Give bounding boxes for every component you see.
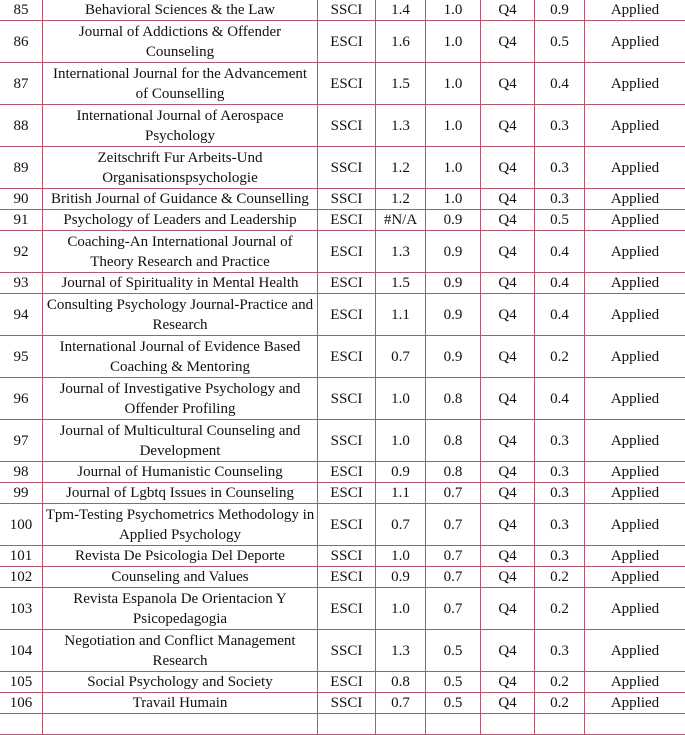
quartile-cell: Q4 — [481, 630, 535, 672]
quartile-cell: Q4 — [481, 231, 535, 273]
citation-indicator-cell: 0.4 — [535, 273, 585, 294]
row-number-cell: 96 — [0, 378, 43, 420]
row-number-cell: 90 — [0, 189, 43, 210]
table-row — [0, 0, 685, 21]
journal-title-cell: Journal of Multicultural Counseling and Development — [43, 420, 318, 462]
row-number-cell: 99 — [0, 483, 43, 504]
category-cell: Applied — [585, 0, 685, 21]
quartile-cell: Q4 — [481, 210, 535, 231]
category-cell: Applied — [585, 420, 685, 462]
impact-factor-cell: 0.9 — [426, 336, 481, 378]
citation-indicator-cell: 0.3 — [535, 462, 585, 483]
category-cell: Applied — [585, 693, 685, 714]
five-year-impact-factor-cell: #N/A — [376, 210, 426, 231]
journal-title-cell: Consulting Psychology Journal-Practice and Research — [43, 294, 318, 336]
category-cell: Applied — [585, 147, 685, 189]
table-row — [0, 21, 685, 63]
citation-indicator-cell: 0.3 — [535, 147, 585, 189]
quartile-cell: Q4 — [481, 567, 535, 588]
category-cell: Applied — [585, 546, 685, 567]
citation-indicator-cell: 0.4 — [535, 294, 585, 336]
citation-indicator-cell: 0.5 — [535, 210, 585, 231]
row-number-cell: 98 — [0, 462, 43, 483]
category-cell: Applied — [585, 273, 685, 294]
table-row — [0, 672, 685, 693]
index-cell: SSCI — [318, 378, 376, 420]
table-row — [0, 231, 685, 273]
five-year-impact-factor-cell: 1.4 — [376, 0, 426, 21]
five-year-impact-factor-cell: 1.3 — [376, 630, 426, 672]
index-cell: ESCI — [318, 294, 376, 336]
quartile-cell: Q4 — [481, 672, 535, 693]
category-cell: Applied — [585, 462, 685, 483]
category-cell: Applied — [585, 567, 685, 588]
impact-factor-cell: 1.0 — [426, 105, 481, 147]
row-number-cell: 93 — [0, 273, 43, 294]
table-row — [0, 273, 685, 294]
journal-title-cell: Coaching-An International Journal of Theory Research and Practice — [43, 231, 318, 273]
category-cell: Applied — [585, 504, 685, 546]
category-cell: Applied — [585, 210, 685, 231]
table-row — [0, 189, 685, 210]
table-row — [0, 105, 685, 147]
category-cell: Applied — [585, 294, 685, 336]
category-cell: Applied — [585, 483, 685, 504]
index-cell: SSCI — [318, 420, 376, 462]
five-year-impact-factor-cell: 1.0 — [376, 378, 426, 420]
citation-indicator-cell: 0.2 — [535, 336, 585, 378]
category-cell: Applied — [585, 336, 685, 378]
impact-factor-cell: 1.0 — [426, 21, 481, 63]
quartile-cell: Q4 — [481, 63, 535, 105]
index-cell: SSCI — [318, 630, 376, 672]
impact-factor-cell: 0.7 — [426, 483, 481, 504]
five-year-impact-factor-cell: 1.6 — [376, 21, 426, 63]
journal-title-cell: Behavioral Sciences & the Law — [43, 0, 318, 21]
citation-indicator-cell: 0.3 — [535, 105, 585, 147]
quartile-cell: Q4 — [481, 21, 535, 63]
five-year-impact-factor-cell: 0.7 — [376, 693, 426, 714]
table-row — [0, 294, 685, 336]
row-number-cell: 91 — [0, 210, 43, 231]
citation-indicator-cell: 0.4 — [535, 231, 585, 273]
five-year-impact-factor-cell: 1.5 — [376, 273, 426, 294]
index-cell: ESCI — [318, 273, 376, 294]
five-year-impact-factor-cell: 0.7 — [376, 504, 426, 546]
impact-factor-cell: 0.5 — [426, 672, 481, 693]
table-row — [0, 420, 685, 462]
row-number-cell: 94 — [0, 294, 43, 336]
citation-indicator-cell: 0.3 — [535, 630, 585, 672]
citation-indicator-cell: 0.2 — [535, 672, 585, 693]
impact-factor-cell: 0.9 — [426, 294, 481, 336]
index-cell: SSCI — [318, 105, 376, 147]
citation-indicator-cell: 0.4 — [535, 63, 585, 105]
citation-indicator-cell: 0.3 — [535, 504, 585, 546]
table-row — [0, 504, 685, 546]
journal-title-cell: Travail Humain — [43, 693, 318, 714]
category-cell: Applied — [585, 231, 685, 273]
journal-title-cell: Revista Espanola De Orientacion Y Psicopedagogia — [43, 588, 318, 630]
five-year-impact-factor-cell: 1.1 — [376, 294, 426, 336]
row-number-cell: 103 — [0, 588, 43, 630]
row-number-cell: 92 — [0, 231, 43, 273]
impact-factor-cell: 1.0 — [426, 0, 481, 21]
quartile-cell: Q4 — [481, 693, 535, 714]
five-year-impact-factor-cell: 1.3 — [376, 231, 426, 273]
row-number-cell: 95 — [0, 336, 43, 378]
row-number-cell: 89 — [0, 147, 43, 189]
impact-factor-cell: 0.7 — [426, 567, 481, 588]
quartile-cell: Q4 — [481, 504, 535, 546]
table-row — [0, 210, 685, 231]
five-year-impact-factor-cell: 1.0 — [376, 420, 426, 462]
index-cell: ESCI — [318, 231, 376, 273]
journal-title-cell: International Journal of Evidence Based Coaching & Mentoring — [43, 336, 318, 378]
journal-title-cell: Tpm-Testing Psychometrics Methodology in Applied Psychology — [43, 504, 318, 546]
table-row — [0, 588, 685, 630]
index-cell: SSCI — [318, 0, 376, 21]
impact-factor-cell: 0.7 — [426, 546, 481, 567]
impact-factor-cell: 1.0 — [426, 147, 481, 189]
category-cell: Applied — [585, 378, 685, 420]
index-cell: SSCI — [318, 189, 376, 210]
journal-title-cell: Journal of Lgbtq Issues in Counseling — [43, 483, 318, 504]
five-year-impact-factor-cell: 1.2 — [376, 189, 426, 210]
five-year-impact-factor-cell: 1.3 — [376, 105, 426, 147]
five-year-impact-factor-cell: 1.0 — [376, 546, 426, 567]
row-number-cell: 102 — [0, 567, 43, 588]
table-row — [0, 462, 685, 483]
impact-factor-cell: 0.7 — [426, 588, 481, 630]
five-year-impact-factor-cell: 1.5 — [376, 63, 426, 105]
index-cell: SSCI — [318, 693, 376, 714]
row-number-cell: 85 — [0, 0, 43, 21]
quartile-cell: Q4 — [481, 483, 535, 504]
five-year-impact-factor-cell: 1.0 — [376, 588, 426, 630]
category-cell: Applied — [585, 630, 685, 672]
category-cell: Applied — [585, 63, 685, 105]
index-cell: SSCI — [318, 546, 376, 567]
index-cell: ESCI — [318, 462, 376, 483]
citation-indicator-cell: 0.2 — [535, 693, 585, 714]
category-cell: Applied — [585, 105, 685, 147]
journal-title-cell: Negotiation and Conflict Management Research — [43, 630, 318, 672]
citation-indicator-cell: 0.5 — [535, 21, 585, 63]
citation-indicator-cell: 0.3 — [535, 483, 585, 504]
journal-title-cell: Revista De Psicologia Del Deporte — [43, 546, 318, 567]
table-row — [0, 378, 685, 420]
table-row — [0, 63, 685, 105]
five-year-impact-factor-cell: 0.8 — [376, 672, 426, 693]
citation-indicator-cell: 0.3 — [535, 420, 585, 462]
category-cell: Applied — [585, 588, 685, 630]
citation-indicator-cell: 0.3 — [535, 189, 585, 210]
table-row — [0, 336, 685, 378]
row-number-cell: 100 — [0, 504, 43, 546]
impact-factor-cell: 0.9 — [426, 210, 481, 231]
index-cell: ESCI — [318, 672, 376, 693]
index-cell: ESCI — [318, 483, 376, 504]
quartile-cell: Q4 — [481, 378, 535, 420]
journal-title-cell: International Journal for the Advancement of Counselling — [43, 63, 318, 105]
impact-factor-cell: 0.9 — [426, 231, 481, 273]
quartile-cell: Q4 — [481, 336, 535, 378]
index-cell: ESCI — [318, 588, 376, 630]
table-row — [0, 147, 685, 189]
quartile-cell: Q4 — [481, 462, 535, 483]
index-cell: ESCI — [318, 63, 376, 105]
row-number-cell: 97 — [0, 420, 43, 462]
index-cell: ESCI — [318, 567, 376, 588]
row-number-cell: 88 — [0, 105, 43, 147]
index-cell: SSCI — [318, 147, 376, 189]
quartile-cell: Q4 — [481, 546, 535, 567]
quartile-cell: Q4 — [481, 420, 535, 462]
journal-title-cell: International Journal of Aerospace Psychology — [43, 105, 318, 147]
five-year-impact-factor-cell: 1.1 — [376, 483, 426, 504]
citation-indicator-cell: 0.2 — [535, 567, 585, 588]
journal-title-cell: British Journal of Guidance & Counselling — [43, 189, 318, 210]
journal-title-cell: Journal of Addictions & Offender Counseling — [43, 21, 318, 63]
impact-factor-cell: 0.8 — [426, 462, 481, 483]
impact-factor-cell: 1.0 — [426, 63, 481, 105]
row-number-cell: 87 — [0, 63, 43, 105]
row-number-cell: 101 — [0, 546, 43, 567]
category-cell: Applied — [585, 21, 685, 63]
index-cell: ESCI — [318, 210, 376, 231]
table-row — [0, 567, 685, 588]
journal-title-cell: Social Psychology and Society — [43, 672, 318, 693]
table-row — [0, 693, 685, 714]
table-row — [0, 546, 685, 567]
journal-title-cell: Journal of Spirituality in Mental Health — [43, 273, 318, 294]
impact-factor-cell: 0.5 — [426, 630, 481, 672]
category-cell: Applied — [585, 672, 685, 693]
impact-factor-cell: 0.8 — [426, 378, 481, 420]
impact-factor-cell: 0.8 — [426, 420, 481, 462]
table-row — [0, 483, 685, 504]
five-year-impact-factor-cell: 0.9 — [376, 567, 426, 588]
quartile-cell: Q4 — [481, 588, 535, 630]
index-cell: ESCI — [318, 504, 376, 546]
citation-indicator-cell: 0.9 — [535, 0, 585, 21]
row-number-cell: 106 — [0, 693, 43, 714]
impact-factor-cell: 0.7 — [426, 504, 481, 546]
row-number-cell: 104 — [0, 630, 43, 672]
five-year-impact-factor-cell: 1.2 — [376, 147, 426, 189]
row-number-cell: 86 — [0, 21, 43, 63]
row-number-cell: 105 — [0, 672, 43, 693]
index-cell: ESCI — [318, 336, 376, 378]
quartile-cell: Q4 — [481, 0, 535, 21]
citation-indicator-cell: 0.4 — [535, 378, 585, 420]
five-year-impact-factor-cell: 0.9 — [376, 462, 426, 483]
table-row — [0, 630, 685, 672]
journal-title-cell: Counseling and Values — [43, 567, 318, 588]
quartile-cell: Q4 — [481, 294, 535, 336]
index-cell: ESCI — [318, 21, 376, 63]
journal-title-cell: Psychology of Leaders and Leadership — [43, 210, 318, 231]
citation-indicator-cell: 0.2 — [535, 588, 585, 630]
journal-title-cell: Journal of Humanistic Counseling — [43, 462, 318, 483]
quartile-cell: Q4 — [481, 147, 535, 189]
quartile-cell: Q4 — [481, 189, 535, 210]
impact-factor-cell: 0.5 — [426, 693, 481, 714]
journal-title-cell: Zeitschrift Fur Arbeits-Und Organisationspsychologie — [43, 147, 318, 189]
quartile-cell: Q4 — [481, 273, 535, 294]
five-year-impact-factor-cell: 0.7 — [376, 336, 426, 378]
impact-factor-cell: 0.9 — [426, 273, 481, 294]
journal-title-cell: Journal of Investigative Psychology and Offender Profiling — [43, 378, 318, 420]
impact-factor-cell: 1.0 — [426, 189, 481, 210]
category-cell: Applied — [585, 189, 685, 210]
quartile-cell: Q4 — [481, 105, 535, 147]
citation-indicator-cell: 0.3 — [535, 546, 585, 567]
